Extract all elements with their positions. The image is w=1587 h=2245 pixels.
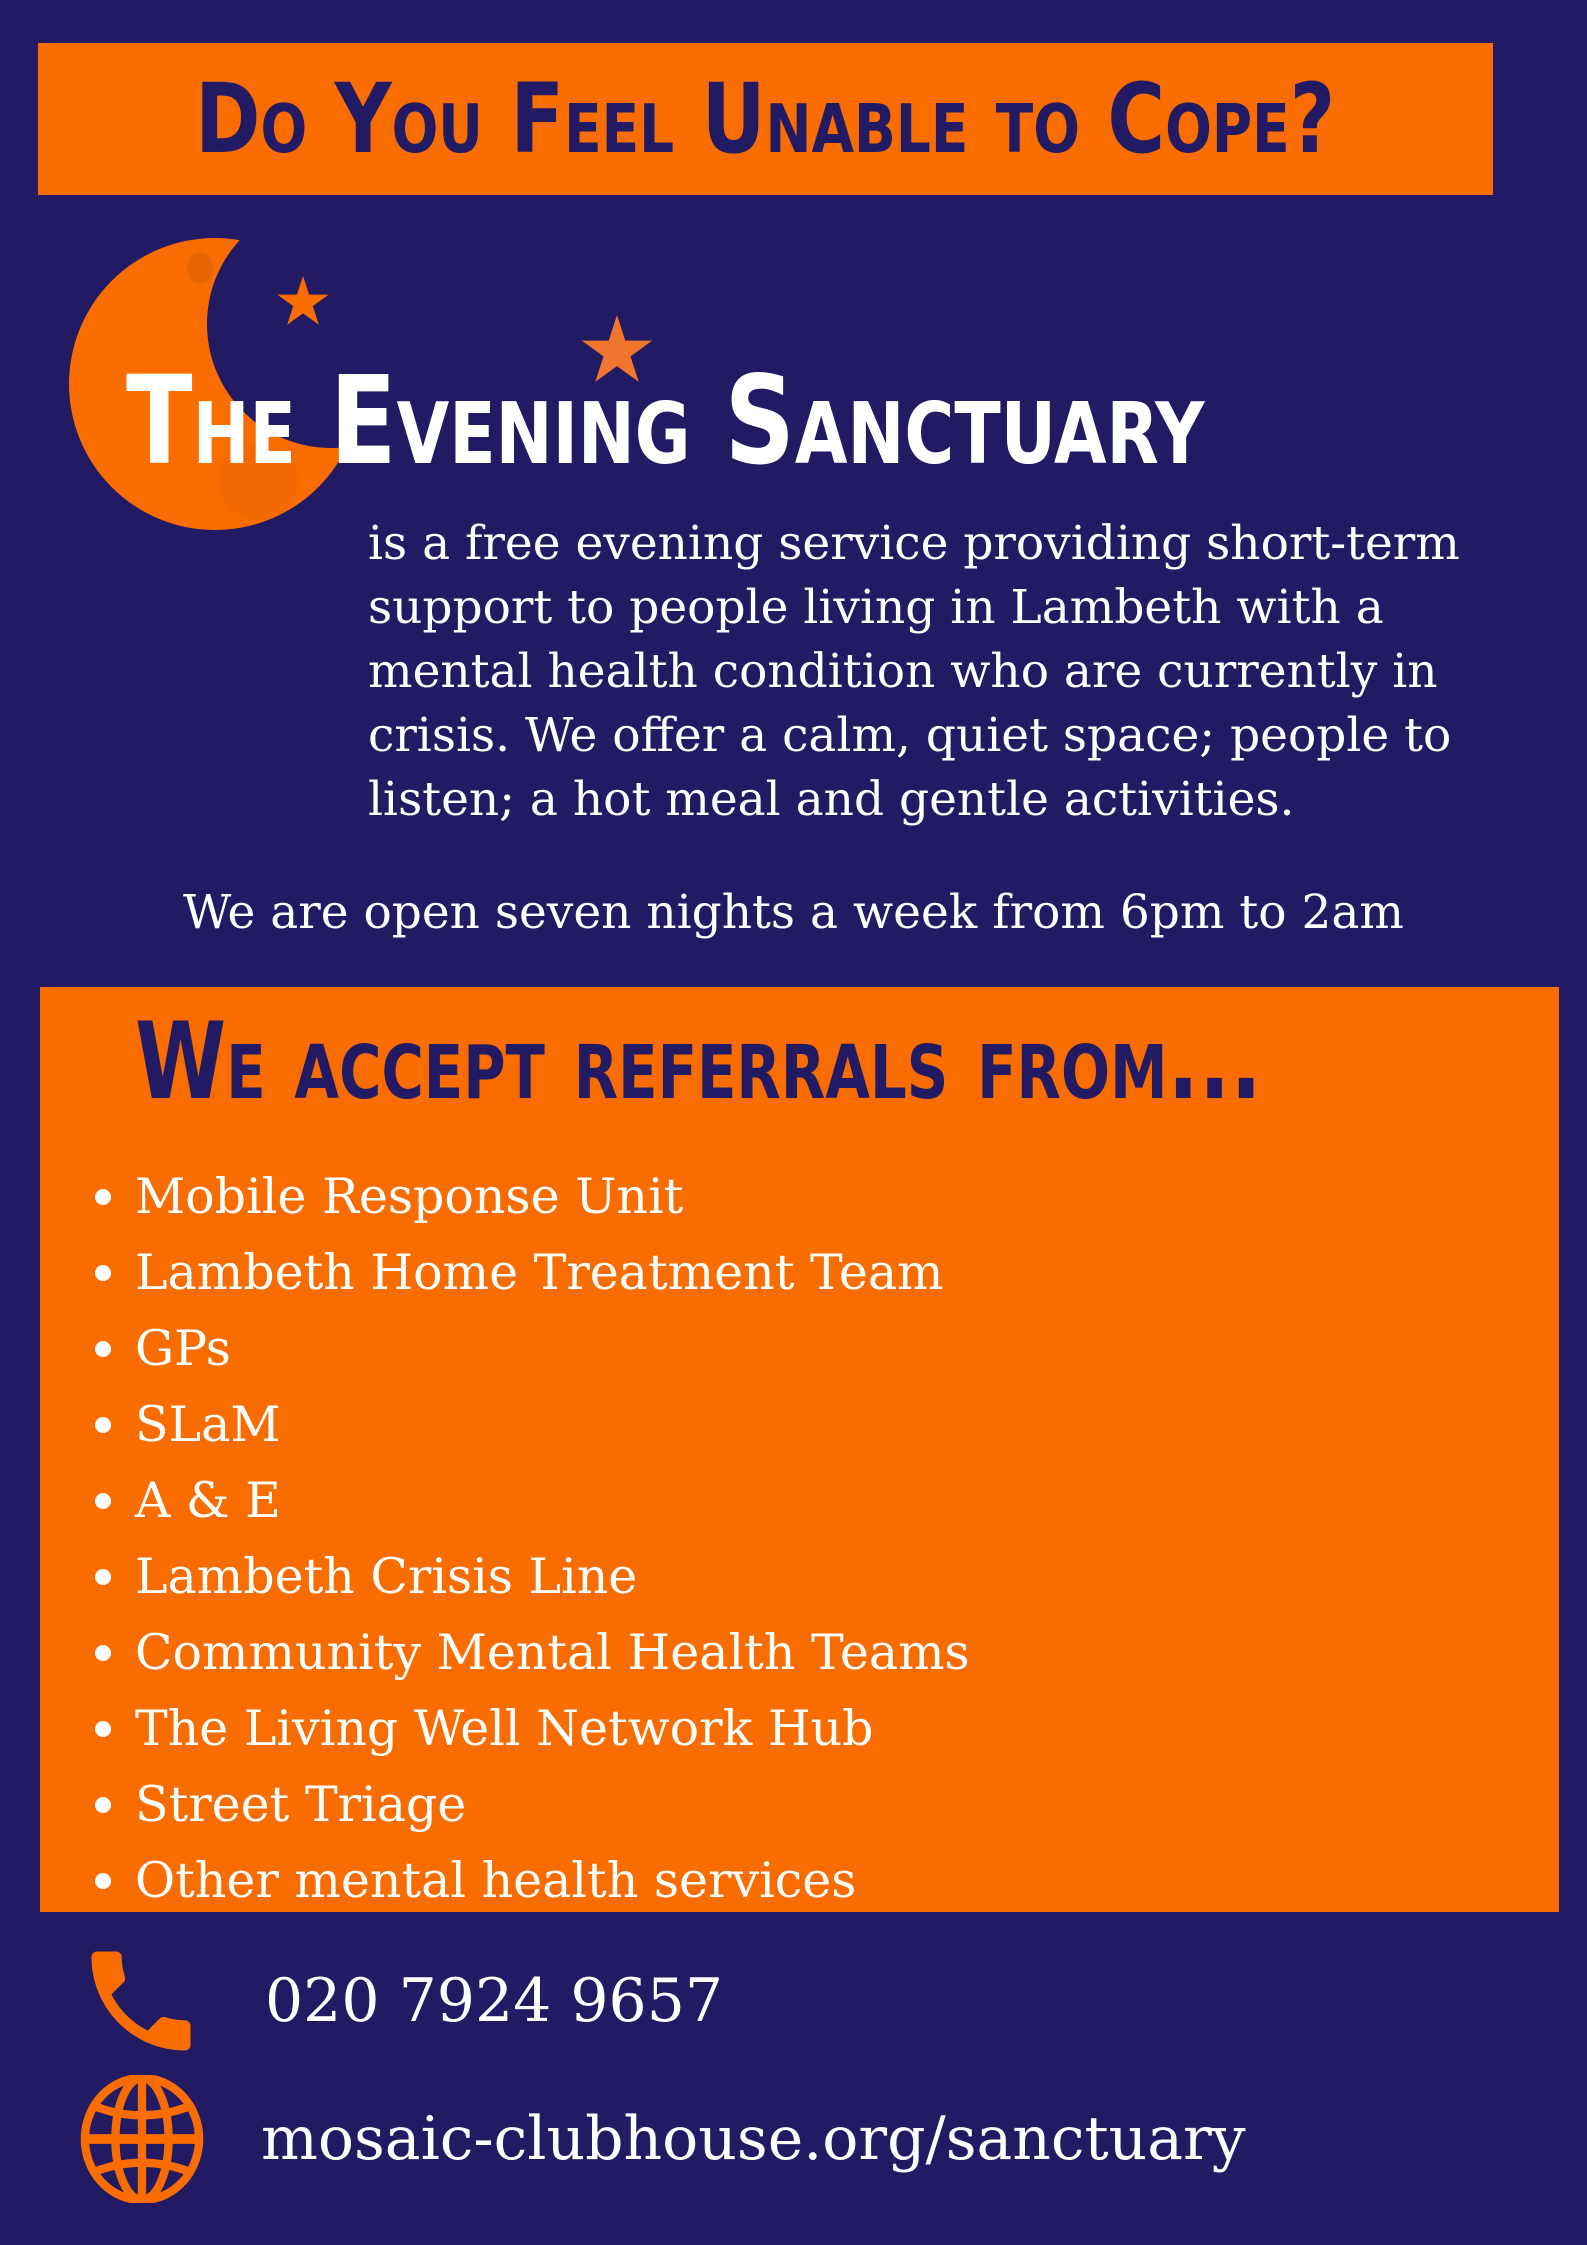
website-url: mosaic-clubhouse.org/sanctuary (261, 2104, 1246, 2174)
list-item-label: Street Triage (135, 1776, 467, 1833)
bullet-icon (95, 1265, 111, 1281)
description-line: mental health condition who are currently in (368, 644, 1438, 699)
phone-icon (75, 1935, 207, 2067)
list-item-label: Other mental health services (135, 1852, 857, 1909)
bullet-icon (95, 1645, 111, 1661)
list-item-label: GPs (135, 1320, 231, 1377)
bullet-icon (95, 1189, 111, 1205)
bullet-icon (95, 1417, 111, 1433)
list-item (95, 1311, 970, 1387)
referrals-list (95, 1159, 970, 1919)
moon-crater-icon (187, 252, 213, 284)
list-item (95, 1843, 970, 1919)
description-line: crisis. We offer a calm, quiet space; people to (368, 708, 1452, 763)
list-item-label: Community Mental Health Teams (135, 1624, 970, 1681)
globe-icon (78, 2075, 206, 2203)
description-line: support to people living in Lambeth with a (368, 580, 1384, 635)
list-item-label: Mobile Response Unit (135, 1168, 684, 1225)
phone-row (75, 1935, 723, 2067)
list-item (95, 1615, 970, 1691)
service-description (368, 512, 1460, 832)
list-item-label: The Living Well Network Hub (135, 1700, 874, 1757)
bullet-icon (95, 1797, 111, 1813)
list-item-label: SLaM (135, 1396, 281, 1453)
bullet-icon (95, 1493, 111, 1509)
list-item (95, 1159, 970, 1235)
bullet-icon (95, 1873, 111, 1889)
service-title: The Evening Sanctuary (126, 350, 1205, 492)
list-item-label: Lambeth Home Treatment Team (135, 1244, 944, 1301)
referrals-heading: We accept referrals from... (135, 1000, 1262, 1123)
bullet-icon (95, 1721, 111, 1737)
list-item (95, 1387, 970, 1463)
website-row (78, 2075, 1246, 2203)
opening-hours: We are open seven nights a week from 6pm to 2am (182, 885, 1404, 940)
list-item-label: Lambeth Crisis Line (135, 1548, 638, 1605)
list-item (95, 1235, 970, 1311)
description-line: is a free evening service providing short-term (368, 516, 1460, 571)
banner-title: Do You Feel Unable to Cope? (195, 63, 1336, 175)
list-item (95, 1539, 970, 1615)
list-item (95, 1691, 970, 1767)
list-item-label: A & E (135, 1472, 281, 1529)
list-item (95, 1463, 970, 1539)
description-line: listen; a hot meal and gentle activities. (368, 772, 1295, 827)
list-item (95, 1767, 970, 1843)
top-banner (38, 43, 1493, 195)
bullet-icon (95, 1569, 111, 1585)
bullet-icon (95, 1341, 111, 1357)
phone-number: 020 7924 9657 (265, 1966, 724, 2036)
referrals-panel (40, 987, 1559, 1912)
